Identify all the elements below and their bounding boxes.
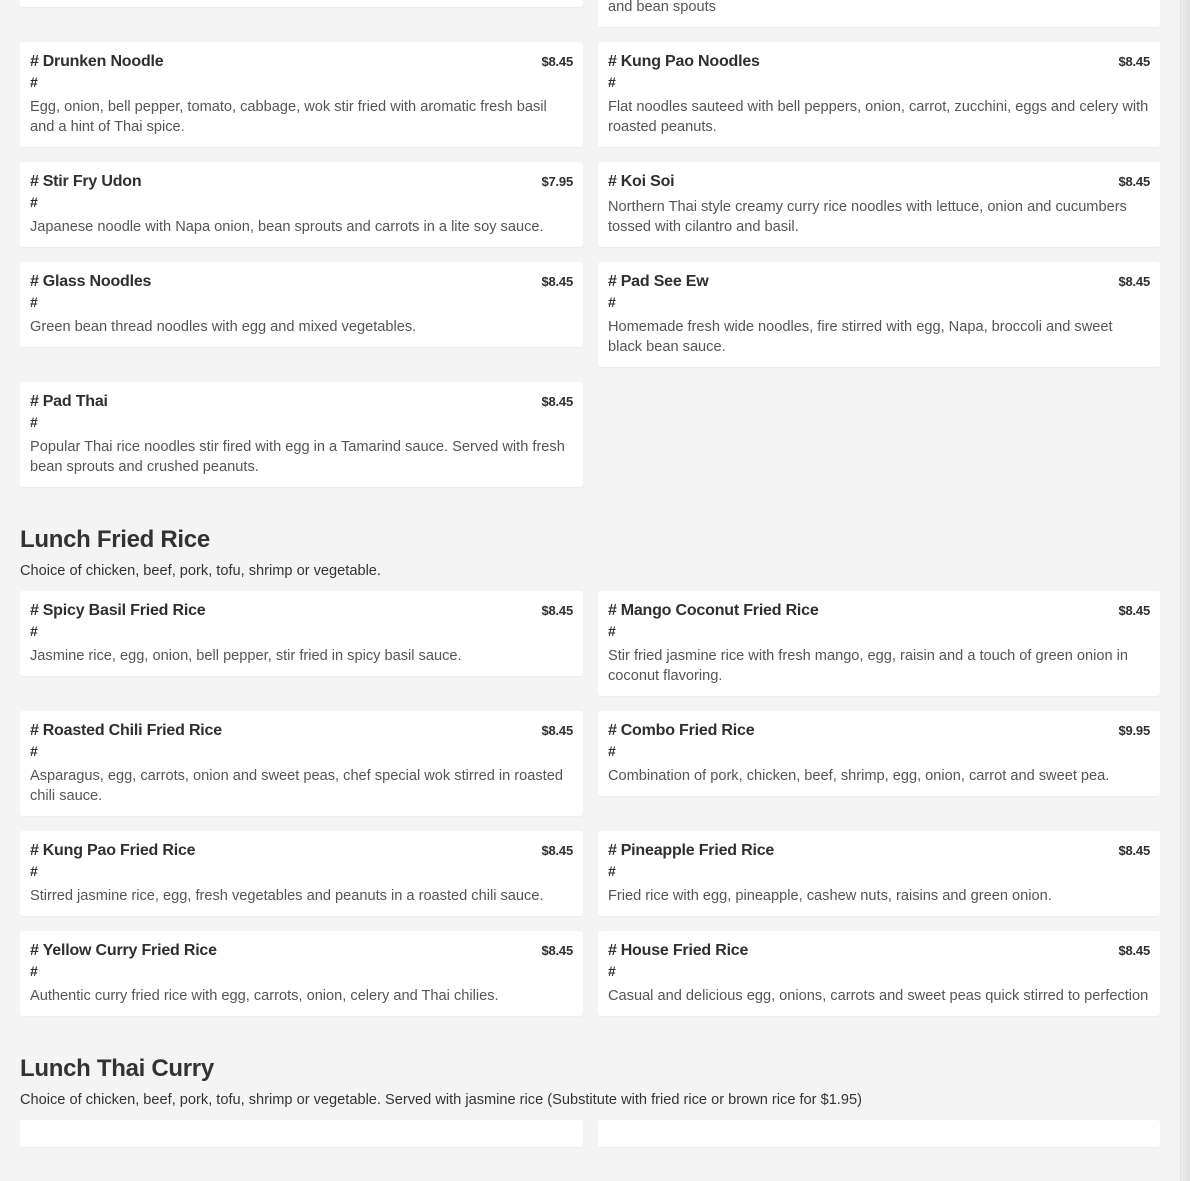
item-description: Jasmine rice, egg, onion, bell pepper, stir fried in spicy basil sauce. bbox=[30, 648, 462, 664]
item-name: # Kung Pao Noodles bbox=[608, 53, 760, 70]
menu-item-card-partial[interactable] bbox=[20, 1120, 583, 1147]
item-description: Authentic curry fried rice with egg, carrots, onion, celery and Thai chilies. bbox=[30, 988, 499, 1004]
menu-item-card-partial[interactable] bbox=[598, 0, 1160, 27]
item-description: Casual and delicious egg, onions, carrots and sweet peas quick stirred to perfection bbox=[608, 988, 1149, 1004]
item-subtitle: # bbox=[608, 963, 616, 979]
menu-item-card-partial[interactable] bbox=[20, 0, 583, 7]
menu-item-card-partial[interactable] bbox=[598, 1120, 1160, 1147]
item-price: $8.45 bbox=[1118, 54, 1150, 69]
menu-content bbox=[20, 0, 1160, 1147]
item-subtitle: # bbox=[30, 963, 38, 979]
menu-item-card[interactable] bbox=[598, 162, 1160, 247]
item-price: $8.45 bbox=[1118, 843, 1150, 858]
item-subtitle: # bbox=[30, 623, 38, 639]
item-description: Fried rice with egg, pineapple, cashew nuts, raisins and green onion. bbox=[608, 888, 1052, 904]
item-name: # House Fried Rice bbox=[608, 942, 749, 959]
item-subtitle: # bbox=[608, 294, 616, 310]
item-description: Combination of pork, chicken, beef, shrimp, egg, onion, carrot and sweet pea. bbox=[608, 768, 1110, 784]
item-description: Northern Thai style creamy curry rice noodles with lettuce, onion and cucumbers tossed with cilantro and basil. bbox=[608, 199, 1127, 235]
item-name: # Drunken Noodle bbox=[30, 53, 164, 70]
item-subtitle: # bbox=[30, 294, 38, 310]
item-description: Egg, onion, bell pepper, tomato, cabbage, wok stir fried with aromatic fresh basil and a hint of Thai spice. bbox=[30, 99, 547, 135]
menu-item-card[interactable] bbox=[598, 831, 1160, 916]
section-note: Choice of chicken, beef, pork, tofu, shrimp or vegetable. bbox=[20, 563, 381, 579]
item-description: Green bean thread noodles with egg and mixed vegetables. bbox=[30, 319, 417, 335]
item-price: $8.45 bbox=[541, 54, 573, 69]
noodles-grid bbox=[20, 0, 1160, 487]
menu-item-card[interactable] bbox=[20, 162, 583, 247]
item-name: # Combo Fried Rice bbox=[608, 722, 755, 739]
menu-item-card[interactable] bbox=[598, 591, 1160, 696]
menu-item-card[interactable] bbox=[598, 931, 1160, 1016]
item-subtitle: # bbox=[30, 414, 38, 430]
item-name: # Pad Thai bbox=[30, 393, 108, 410]
item-name: # Koi Soi bbox=[608, 173, 675, 190]
item-price: $8.45 bbox=[1118, 603, 1150, 618]
menu-item-card[interactable] bbox=[598, 711, 1160, 796]
item-name: # Yellow Curry Fried Rice bbox=[30, 942, 217, 959]
menu-item-card[interactable] bbox=[20, 591, 583, 676]
menu-item-card[interactable] bbox=[20, 382, 583, 487]
item-subtitle: # bbox=[30, 863, 38, 879]
item-price: $8.45 bbox=[541, 603, 573, 618]
item-subtitle: # bbox=[608, 74, 616, 90]
item-description: Stirred jasmine rice, egg, fresh vegetables and peanuts in a roasted chili sauce. bbox=[30, 888, 544, 904]
item-price: $7.95 bbox=[541, 174, 573, 189]
item-price: $8.45 bbox=[1118, 174, 1150, 189]
fried-rice-grid bbox=[20, 591, 1160, 1016]
fried-rice-section bbox=[20, 525, 1160, 1016]
menu-item-card[interactable] bbox=[20, 931, 583, 1016]
item-subtitle: # bbox=[30, 194, 38, 210]
item-name: # Pineapple Fried Rice bbox=[608, 842, 775, 859]
item-description: Stir fried jasmine rice with fresh mango, egg, raisin and a touch of green onion in coconut flavoring. bbox=[608, 648, 1128, 684]
item-subtitle: # bbox=[608, 623, 616, 639]
item-price: $8.45 bbox=[541, 723, 573, 738]
item-price: $8.45 bbox=[1118, 274, 1150, 289]
item-description: Homemade fresh wide noodles, fire stirred with egg, Napa, broccoli and sweet black bean sauce. bbox=[608, 319, 1113, 355]
page-scrollbar[interactable] bbox=[1180, 0, 1190, 1181]
menu-item-card[interactable] bbox=[20, 262, 583, 347]
curry-section bbox=[20, 1054, 1160, 1147]
item-price: $8.45 bbox=[541, 274, 573, 289]
item-name: # Spicy Basil Fried Rice bbox=[30, 602, 206, 619]
item-price: $8.45 bbox=[541, 843, 573, 858]
item-description: and bean spouts bbox=[608, 0, 716, 15]
item-description: Japanese noodle with Napa onion, bean sprouts and carrots in a lite soy sauce. bbox=[30, 219, 544, 235]
menu-item-card[interactable] bbox=[20, 42, 583, 147]
item-name: # Glass Noodles bbox=[30, 273, 152, 290]
menu-item-card[interactable] bbox=[20, 711, 583, 816]
item-description: Popular Thai rice noodles stir fired with egg in a Tamarind sauce. Served with fresh bean sprouts and crushed peanuts. bbox=[30, 439, 565, 475]
item-name: # Roasted Chili Fried Rice bbox=[30, 722, 222, 739]
item-price: $8.45 bbox=[541, 943, 573, 958]
item-name: # Kung Pao Fried Rice bbox=[30, 842, 196, 859]
item-price: $8.45 bbox=[541, 394, 573, 409]
item-subtitle: # bbox=[30, 74, 38, 90]
item-name: # Mango Coconut Fried Rice bbox=[608, 602, 819, 619]
item-price: $8.45 bbox=[1118, 943, 1150, 958]
menu-item-card[interactable] bbox=[20, 831, 583, 916]
curry-grid bbox=[20, 1120, 1160, 1147]
item-name: # Stir Fry Udon bbox=[30, 173, 142, 190]
item-description: Flat noodles sauteed with bell peppers, onion, carrot, zucchini, eggs and celery with roasted peanuts. bbox=[608, 99, 1149, 135]
section-note: Choice of chicken, beef, pork, tofu, shrimp or vegetable. Served with jasmine rice (Substitute with fried rice or brown rice for $1.95) bbox=[20, 1092, 862, 1108]
section-title: Lunch Thai Curry bbox=[20, 1055, 214, 1082]
item-subtitle: # bbox=[608, 863, 616, 879]
section-title: Lunch Fried Rice bbox=[20, 526, 210, 553]
item-subtitle: # bbox=[30, 743, 38, 759]
item-name: # Pad See Ew bbox=[608, 273, 709, 290]
menu-item-card[interactable] bbox=[598, 42, 1160, 147]
item-subtitle: # bbox=[608, 743, 616, 759]
item-price: $9.95 bbox=[1118, 723, 1150, 738]
item-description: Asparagus, egg, carrots, onion and sweet peas, chef special wok stirred in roasted chili sauce. bbox=[30, 768, 563, 804]
menu-item-card[interactable] bbox=[598, 262, 1160, 367]
